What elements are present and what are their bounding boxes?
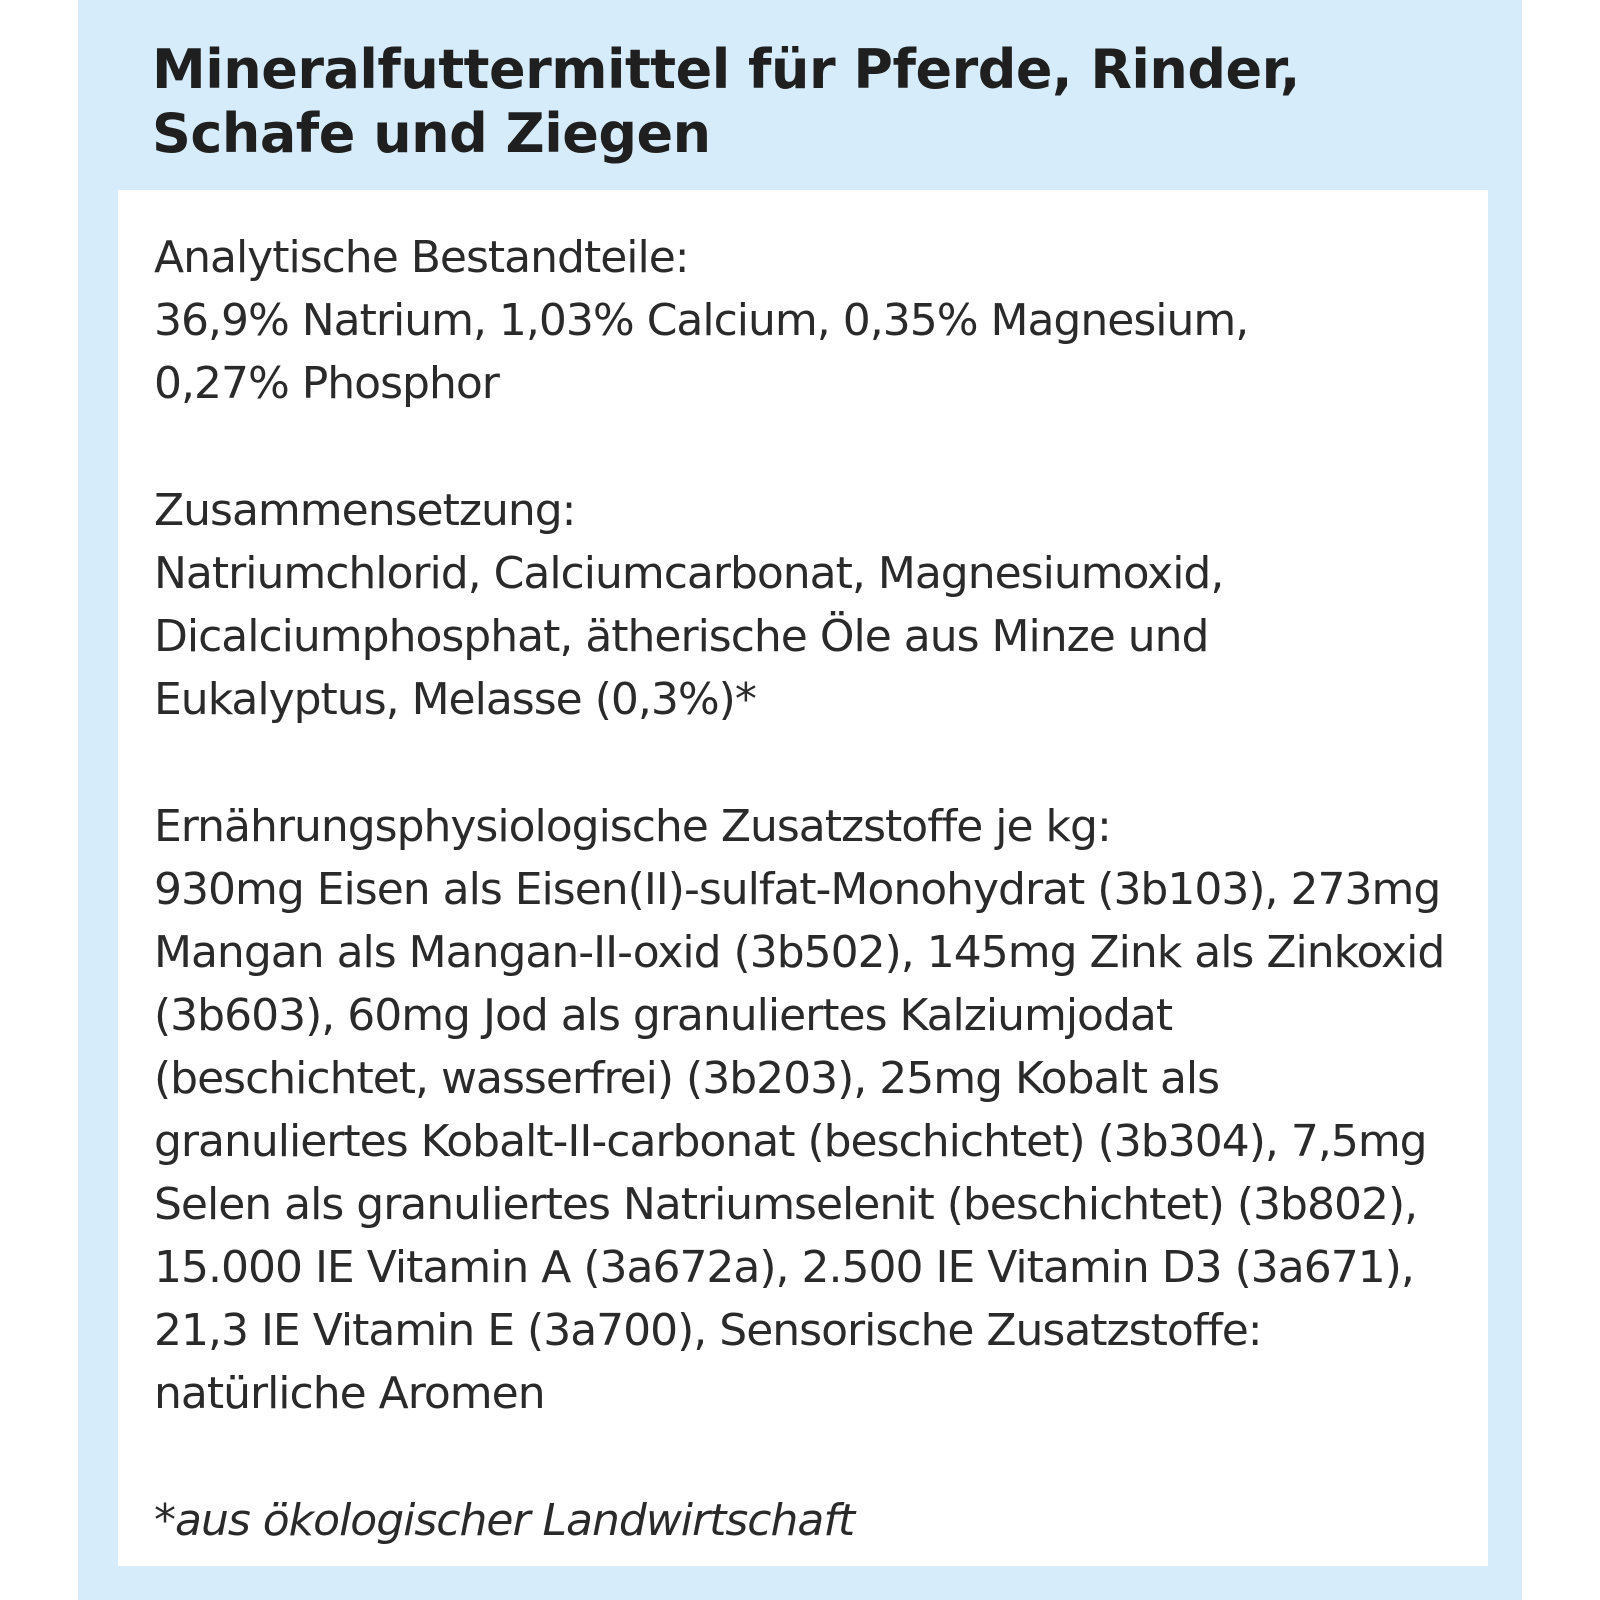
additives-line: natürliche Aromen	[154, 1368, 545, 1419]
composition-heading: Zusammensetzung:	[154, 485, 576, 536]
additives-line: granuliertes Kobalt-II-carbonat (beschichtet) (3b304), 7,5mg	[154, 1116, 1427, 1167]
analytics-line: 0,27% Phosphor	[154, 358, 499, 409]
composition-line: Eukalyptus, Melasse (0,3%)*	[154, 674, 756, 725]
additives-line: 15.000 IE Vitamin A (3a672a), 2.500 IE Vitamin D3 (3a671),	[154, 1242, 1414, 1293]
additives-line: 930mg Eisen als Eisen(II)-sulfat-Monohydrat (3b103), 273mg	[154, 864, 1441, 915]
product-title-line-2: Schafe und Ziegen	[152, 102, 711, 165]
label-panel	[78, 0, 1522, 1600]
additives-line: 21,3 IE Vitamin E (3a700), Sensorische Zusatzstoffe:	[154, 1305, 1262, 1356]
analytics-heading: Analytische Bestandteile:	[154, 232, 689, 283]
footnote-organic: *aus ökologischer Landwirtschaft	[154, 1495, 855, 1546]
composition-line: Dicalciumphosphat, ätherische Öle aus Minze und	[154, 611, 1209, 662]
composition-section	[154, 479, 1488, 731]
additives-section	[154, 795, 1488, 1425]
additives-line: Selen als granuliertes Natriumselenit (beschichtet) (3b802),	[154, 1179, 1418, 1230]
additives-heading: Ernährungsphysiologische Zusatzstoffe je kg:	[154, 801, 1111, 852]
composition-line: Natriumchlorid, Calciumcarbonat, Magnesiumoxid,	[154, 548, 1224, 599]
product-title-line-1: Mineralfuttermittel für Pferde, Rinder,	[152, 38, 1300, 101]
additives-line: (3b603), 60mg Jod als granuliertes Kalziumjodat	[154, 990, 1173, 1041]
product-title	[152, 38, 1452, 166]
ingredients-card	[118, 190, 1488, 1566]
analytics-section	[154, 226, 1488, 415]
additives-line: Mangan als Mangan-II-oxid (3b502), 145mg Zink als Zinkoxid	[154, 927, 1445, 978]
analytics-line: 36,9% Natrium, 1,03% Calcium, 0,35% Magnesium,	[154, 295, 1249, 346]
additives-line: (beschichtet, wasserfrei) (3b203), 25mg Kobalt als	[154, 1053, 1220, 1104]
